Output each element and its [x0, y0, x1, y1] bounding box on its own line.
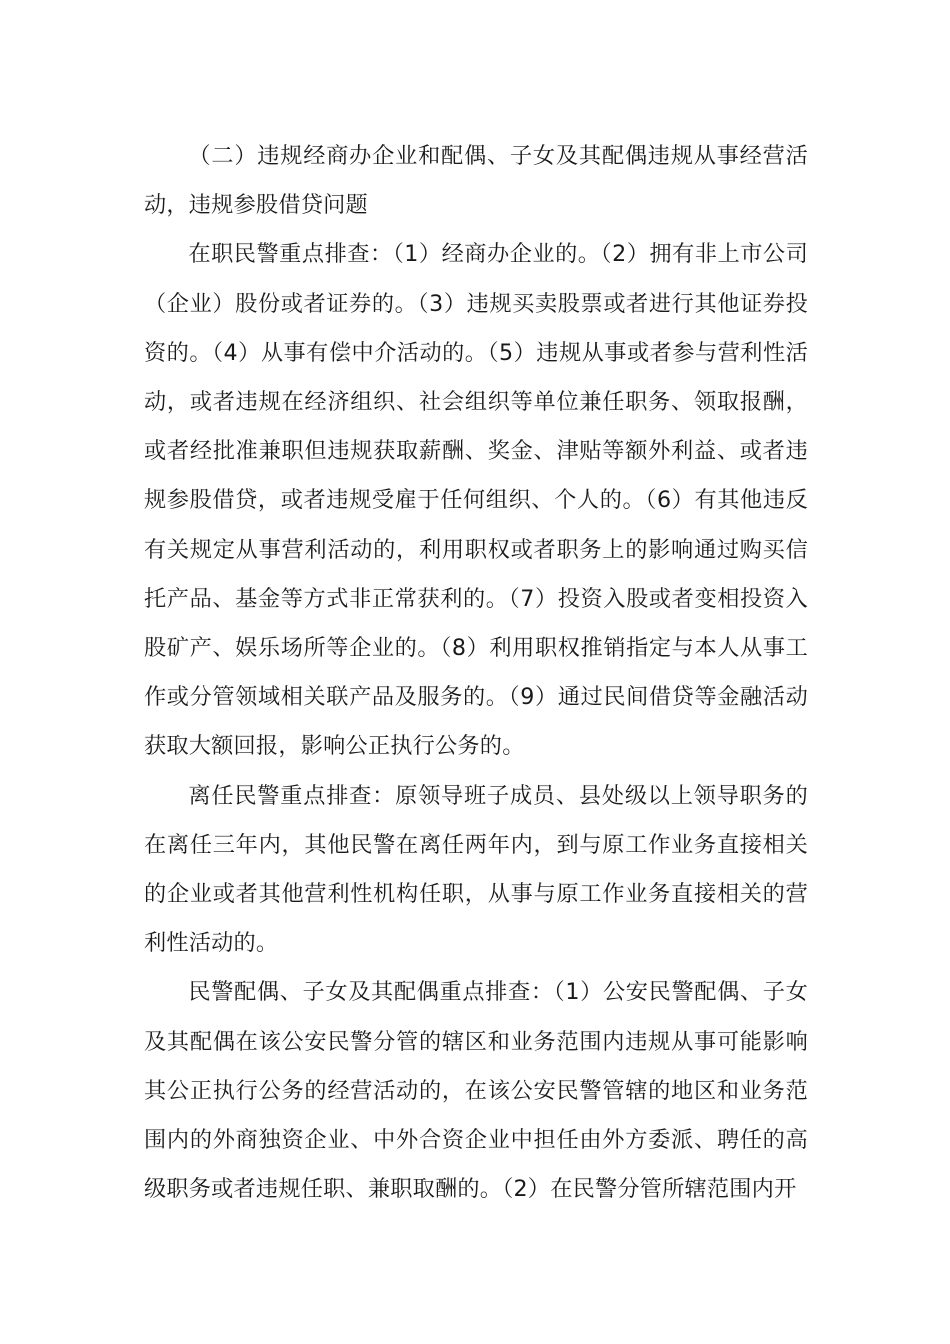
- retired-police-paragraph: 离任民警重点排查：原领导班子成员、县处级以上领导职务的在离任三年内，其他民警在离任两年内，到与原工作业务直接相关的企业或者其他营利性机构任职，从事与原工作业务直接相关的营利性活动的。: [144, 782, 808, 957]
- section-heading-paragraph: （二）违规经商办企业和配偶、子女及其配偶违规从事经营活动，违规参股借贷问题: [144, 143, 808, 219]
- family-members-paragraph: 民警配偶、子女及其配偶重点排查：（1）公安民警配偶、子女及其配偶在该公安民警分管的辖区和业务范围内违规从事可能影响其公正执行公务的经营活动的，在该公安民警管辖的地区和业务范围内的外商独资企业、中外合资企业中担任由外方委派、聘任的高级职务或者违规任职、兼职取酬的。（2）在民警分管所辖范围内开: [144, 979, 808, 1203]
- on-duty-police-paragraph: 在职民警重点排查：（1）经商办企业的。（2）拥有非上市公司（企业）股份或者证券的。（3）违规买卖股票或者进行其他证券投资的。（4）从事有偿中介活动的。（5）违规从事或者参与营利性活动，或者违规在经济组织、社会组织等单位兼任职务、领取报酬，或者经批准兼职但违规获取薪酬、奖金、津贴等额外利益、或者违规参股借贷，或者违规受雇于任何组织、个人的。（6）有其他违反有关规定从事营利活动的，利用职权或者职务上的影响通过购买信托产品、基金等方式非正常获利的。（7）投资入股或者变相投资入股矿产、娱乐场所等企业的。（8）利用职权推销指定与本人从事工作或分管领域相关联产品及服务的。（9）通过民间借贷等金融活动获取大额回报，影响公正执行公务的。: [144, 241, 808, 760]
- document-body: [144, 132, 808, 1214]
